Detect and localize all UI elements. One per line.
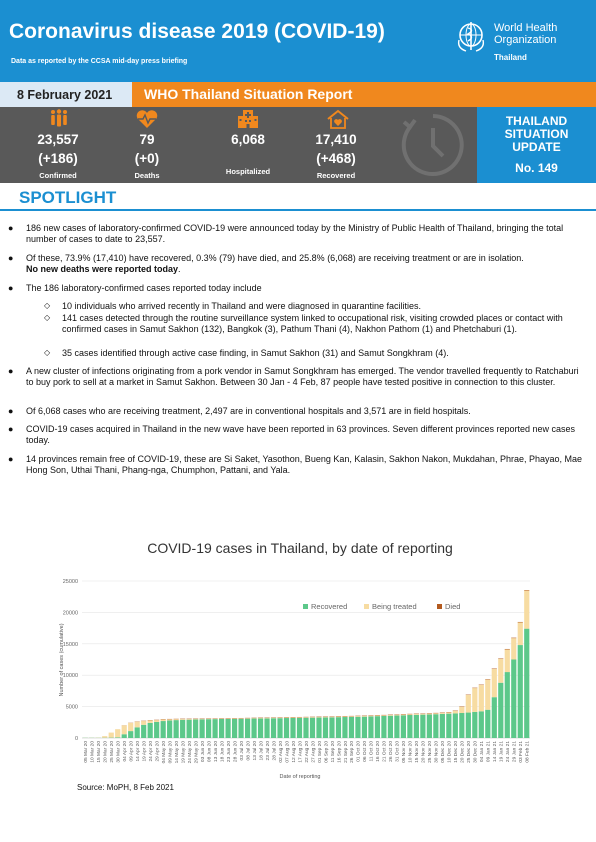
y-tick-label: 5000 — [65, 704, 78, 711]
bullet-3: The 186 laboratory-confirmed cases reported today include — [26, 283, 262, 293]
spotlight-divider — [0, 209, 596, 211]
bullet-marker: ● — [8, 406, 14, 416]
bar-being-treated — [109, 733, 114, 738]
bar-being-treated — [401, 715, 406, 716]
bar-recovered — [264, 718, 269, 738]
x-tick-label: 04 Jan 21 — [480, 741, 486, 763]
bar-being-treated — [102, 736, 107, 738]
x-tick-label: 08 Jun 20 — [207, 741, 213, 763]
bar-recovered — [277, 718, 282, 738]
bar-being-treated — [174, 719, 179, 720]
report-title: WHO Thailand Situation Report — [144, 86, 353, 102]
bullet-5: Of 6,068 cases who are receiving treatment, 2,497 are in conventional hospitals and 3,571 are in field hospitals. — [26, 406, 471, 416]
bar-being-treated — [122, 725, 127, 734]
bar-recovered — [271, 718, 276, 738]
bar-being-treated — [355, 716, 360, 717]
x-tick-label: 25 Nov 20 — [428, 741, 434, 763]
bar-recovered — [232, 719, 237, 738]
bar-recovered — [342, 717, 347, 738]
x-tick-label: 25 Mar 20 — [110, 741, 116, 763]
deaths-change: (+0) — [134, 151, 160, 166]
x-tick-label: 07 Aug 20 — [285, 741, 291, 763]
sub-bullet-2: 141 cases detected through the routine surveillance system linked to occupational risk, visiting crowded places or contact with confirmed cases in Samut Sakhon (132), Bangkok (3), Pathum Thani (4), Nakhon Pathom (1) and Phetchaburi (1). — [62, 313, 563, 334]
bar-recovered — [290, 718, 295, 738]
report-date: 8 February 2021 — [17, 88, 113, 102]
bar-being-treated — [148, 720, 153, 723]
x-tick-label: 31 Oct 20 — [395, 741, 401, 762]
bar-recovered — [355, 717, 360, 738]
bar-recovered — [251, 719, 256, 738]
x-tick-label: 28 Jul 20 — [272, 741, 278, 761]
bar-being-treated — [362, 716, 367, 717]
bar-being-treated — [297, 717, 302, 718]
x-tick-label: 10 Mar 20 — [90, 741, 96, 763]
bar-being-treated — [310, 717, 315, 718]
clock-icon — [398, 110, 468, 180]
bar-being-treated — [193, 719, 198, 720]
x-tick-label: 06 Oct 20 — [363, 741, 369, 762]
hospital-icon — [236, 109, 260, 129]
bar-being-treated — [368, 716, 373, 717]
update-line3: UPDATE — [512, 140, 561, 154]
bar-being-treated — [485, 680, 490, 710]
people-group-icon — [47, 109, 71, 129]
update-line1: THAILAND — [505, 114, 568, 128]
bar-recovered — [511, 660, 516, 739]
x-tick-label: 24 Jan 21 — [506, 741, 512, 763]
bar-being-treated — [524, 591, 529, 629]
x-tick-label: 26 Oct 20 — [389, 741, 395, 762]
bar-recovered — [115, 737, 120, 738]
bar-being-treated — [414, 714, 419, 715]
x-tick-label: 14 May 20 — [174, 741, 180, 764]
recovered-change: (+468) — [316, 151, 356, 166]
x-tick-label: 15 Dec 20 — [454, 741, 460, 763]
x-tick-label: 19 May 20 — [181, 741, 187, 764]
bar-being-treated — [459, 707, 464, 713]
bar-being-treated — [264, 718, 269, 719]
bar-being-treated — [381, 715, 386, 716]
x-tick-label: 09 May 20 — [168, 741, 174, 764]
bar-recovered — [459, 713, 464, 738]
page-title: Coronavirus disease 2019 (COVID-19) — [9, 20, 385, 43]
bar-being-treated — [303, 717, 308, 718]
legend-swatch — [303, 604, 308, 609]
legend-swatch — [437, 604, 442, 609]
spotlight-heading: SPOTLIGHT — [19, 188, 117, 207]
hospitalized-value: 6,068 — [231, 132, 265, 147]
bar-recovered — [148, 723, 153, 738]
bar-being-treated — [511, 638, 516, 659]
x-tick-label: 10 Nov 20 — [408, 741, 414, 763]
bar-recovered — [518, 645, 523, 738]
x-tick-label: 04 Apr 20 — [123, 741, 129, 762]
x-tick-label: 13 Jul 20 — [252, 741, 258, 761]
x-tick-label: 29 May 20 — [194, 741, 200, 764]
bar-recovered — [336, 717, 341, 738]
x-tick-label: 30 Nov 20 — [434, 741, 440, 763]
bar-recovered — [388, 716, 393, 738]
bar-being-treated — [135, 722, 140, 728]
x-tick-label: 19 Apr 20 — [142, 741, 148, 762]
bar-being-treated — [187, 719, 192, 720]
bar-recovered — [193, 719, 198, 738]
x-tick-label: 05 Nov 20 — [402, 741, 408, 763]
bar-recovered — [433, 714, 438, 738]
bar-recovered — [479, 711, 484, 738]
chart-title: COVID-19 cases in Thailand, by date of reporting — [147, 540, 453, 556]
bar-recovered — [446, 714, 451, 738]
x-tick-label: 09 Apr 20 — [129, 741, 135, 762]
sub-bullet-3: 35 cases identified through active case finding, in Samut Sakhon (31) and Samut Songkhram (4). — [62, 348, 449, 358]
deaths-value: 79 — [139, 132, 155, 147]
bar-recovered — [329, 717, 334, 738]
x-tick-label: 20 Mar 20 — [103, 741, 109, 763]
bar-recovered — [180, 720, 185, 738]
bar-being-treated — [329, 717, 334, 718]
x-tick-label: 14 Apr 20 — [135, 741, 141, 762]
x-tick-label: 18 Jul 20 — [259, 741, 265, 761]
x-tick-label: 11 Oct 20 — [369, 741, 375, 762]
bar-being-treated — [115, 729, 120, 737]
bar-recovered — [427, 714, 432, 738]
bar-being-treated — [420, 714, 425, 715]
x-tick-label: 17 Aug 20 — [298, 741, 304, 763]
bullet-marker: ● — [8, 283, 14, 293]
x-tick-label: 19 Jan 21 — [499, 741, 505, 763]
bar-being-treated — [388, 715, 393, 716]
bar-recovered — [219, 719, 224, 738]
y-axis-label: Number of cases (cumulative) — [59, 623, 65, 697]
x-tick-label: 06 Sep 20 — [324, 741, 330, 763]
bullet-marker: ● — [8, 253, 14, 263]
bar-recovered — [524, 629, 529, 738]
x-tick-label: 26 Sep 20 — [350, 741, 356, 763]
bar-recovered — [161, 721, 166, 738]
recovered-label: Recovered — [316, 171, 356, 180]
bullet-1: 186 new cases of laboratory-confirmed COVID-19 were announced today by the Ministry of Public Health of Thailand, bringing the total number of cases to date to 23,557. — [26, 223, 564, 244]
bar-being-treated — [180, 719, 185, 720]
bar-being-treated — [141, 721, 146, 725]
x-tick-label: 18 Jun 20 — [220, 741, 226, 763]
bar-being-treated — [407, 714, 412, 715]
x-tick-label: 03 Feb 21 — [519, 741, 525, 763]
bar-recovered — [492, 697, 497, 738]
legend-swatch — [364, 604, 369, 609]
heart-pulse-icon — [135, 109, 159, 129]
confirmed-label: Confirmed — [39, 171, 77, 180]
bar-being-treated — [323, 717, 328, 718]
bar-being-treated — [472, 688, 477, 712]
x-tick-label: 21 Sep 20 — [343, 741, 349, 763]
bar-recovered — [213, 719, 218, 738]
bar-being-treated — [427, 714, 432, 715]
sub-bullet-1: 10 individuals who arrived recently in Thailand and were diagnosed in quarantine facilities. — [62, 301, 422, 311]
bar-being-treated — [518, 622, 523, 645]
x-tick-label: 16 Sep 20 — [337, 741, 343, 763]
bullet-7: 14 provinces remain free of COVID-19, these are Si Saket, Yasothon, Bueng Kan, Kalasin, Sakhon Nakon, Mukdahan, Phrae, Phayao, Mae Hong Son, Uthai Thani, Phang-nga, Chumphon, Pattani, and Yala. — [26, 454, 582, 475]
bar-being-treated — [498, 659, 503, 683]
bar-recovered — [485, 710, 490, 738]
bar-recovered — [128, 731, 133, 738]
sub-bullet-marker: ◇ — [44, 313, 51, 322]
bar-being-treated — [446, 712, 451, 713]
bar-being-treated — [349, 716, 354, 717]
x-tick-label: 25 Dec 20 — [467, 741, 473, 763]
who-emblem-icon — [454, 20, 488, 54]
confirmed-change: (+186) — [38, 151, 78, 166]
bar-recovered — [375, 716, 380, 738]
bar-recovered — [154, 722, 159, 738]
x-tick-label: 15 Mar 20 — [97, 741, 103, 763]
hospitalized-label: Hospitalized — [225, 167, 271, 176]
bar-recovered — [362, 717, 367, 738]
x-tick-label: 12 Aug 20 — [291, 741, 297, 763]
organization-country: Thailand — [494, 53, 527, 62]
bar-recovered — [368, 716, 373, 738]
bar-being-treated — [394, 715, 399, 716]
bar-being-treated — [336, 717, 341, 718]
x-tick-label: 28 Jun 20 — [233, 741, 239, 763]
bar-recovered — [167, 720, 172, 738]
x-tick-label: 01 Oct 20 — [356, 741, 362, 762]
confirmed-value: 23,557 — [37, 132, 79, 147]
bar-recovered — [284, 718, 289, 738]
x-tick-label: 30 Dec 20 — [473, 741, 479, 763]
bar-being-treated — [154, 720, 159, 722]
sub-bullet-marker: ◇ — [44, 348, 51, 357]
bar-recovered — [297, 718, 302, 738]
recovered-value: 17,410 — [315, 132, 357, 147]
bar-recovered — [453, 713, 458, 738]
x-tick-label: 03 Jun 20 — [200, 741, 206, 763]
bar-recovered — [414, 715, 419, 738]
page-subtitle: Data as reported by the CCSA mid-day press briefing — [11, 58, 188, 65]
x-tick-label: 05 Mar 20 — [84, 741, 90, 763]
bar-recovered — [310, 718, 315, 738]
y-tick-label: 20000 — [62, 610, 78, 617]
x-tick-label: 11 Sep 20 — [330, 741, 336, 763]
x-tick-label: 29 Apr 20 — [155, 741, 161, 762]
x-tick-label: 20 Nov 20 — [421, 741, 427, 763]
bar-being-treated — [277, 718, 282, 719]
deaths-label: Deaths — [134, 171, 160, 180]
bar-recovered — [238, 719, 243, 738]
bullet-2: Of these, 73.9% (17,410) have recovered, 0.3% (79) have died, and 25.8% (6,068) are receiving treatment or are in isolation. No new deaths were reported today. — [26, 253, 524, 274]
bar-recovered — [245, 719, 250, 738]
bar-recovered — [505, 672, 510, 738]
x-tick-label: 01 Sep 20 — [317, 741, 323, 763]
bullet-4: A new cluster of infections originating from a pork vendor in Samut Songkhram has emerged. The vendor travelled frequently to Ratchaburi to buy pork to sell at a market in Samut Sakhon. Between 30 Jan - 4 Feb, 87 people have tested positive in connection to this cluster. — [26, 366, 579, 387]
bar-recovered — [381, 716, 386, 738]
x-tick-label: 23 Jul 20 — [265, 741, 271, 761]
bar-recovered — [174, 720, 179, 738]
x-tick-label: 08 Feb 21 — [525, 741, 531, 763]
bar-being-treated — [258, 718, 263, 719]
y-tick-label: 15000 — [62, 641, 78, 648]
x-tick-label: 21 Oct 20 — [382, 741, 388, 762]
bar-recovered — [407, 715, 412, 738]
y-tick-label: 25000 — [62, 579, 78, 585]
bullet-marker: ● — [8, 366, 14, 376]
x-tick-label: 05 Dec 20 — [441, 741, 447, 763]
bar-recovered — [440, 714, 445, 738]
bar-recovered — [323, 717, 328, 738]
bar-recovered — [420, 715, 425, 738]
sub-bullet-marker: ◇ — [44, 301, 51, 310]
x-tick-label: 04 May 20 — [161, 741, 167, 764]
x-tick-label: 10 Dec 20 — [447, 741, 453, 763]
bar-being-treated — [440, 713, 445, 714]
legend-label: Died — [445, 602, 461, 611]
x-tick-label: 24 Apr 20 — [148, 741, 154, 762]
bar-recovered — [472, 712, 477, 738]
bar-recovered — [225, 719, 230, 738]
y-tick-label: 10000 — [62, 673, 78, 680]
x-tick-label: 30 Mar 20 — [116, 741, 122, 763]
bar-being-treated — [492, 669, 497, 697]
bar-recovered — [401, 715, 406, 738]
bar-recovered — [316, 718, 321, 738]
x-tick-label: 15 Nov 20 — [415, 741, 421, 763]
organization-name: World Health Organization — [494, 22, 558, 46]
bar-recovered — [466, 713, 471, 738]
x-tick-label: 08 Jul 20 — [246, 741, 252, 761]
update-line2: SITUATION — [504, 127, 569, 141]
bar-recovered — [394, 716, 399, 738]
bullet-6: COVID-19 cases acquired in Thailand in the new wave have been reported in 63 provinces. Seven different provinces reported new cases today. — [26, 424, 575, 445]
bar-recovered — [303, 718, 308, 738]
x-tick-label: 13 Jun 20 — [213, 741, 219, 763]
x-tick-label: 24 May 20 — [187, 741, 193, 764]
bar-recovered — [141, 725, 146, 738]
bar-being-treated — [284, 718, 289, 719]
bar-recovered — [200, 719, 205, 738]
bar-recovered — [349, 717, 354, 738]
bullet-marker: ● — [8, 424, 14, 434]
bullet-marker: ● — [8, 454, 14, 464]
bar-recovered — [206, 719, 211, 738]
bar-being-treated — [453, 711, 458, 714]
bar-being-treated — [167, 719, 172, 720]
bullet-2-bold: No new deaths were reported today — [26, 263, 179, 274]
cases-chart — [0, 520, 596, 820]
bar-being-treated — [479, 685, 484, 711]
bar-being-treated — [342, 716, 347, 717]
x-ticks — [83, 741, 531, 764]
bar-recovered — [498, 683, 503, 738]
chart-legend — [303, 602, 460, 611]
bar-recovered — [122, 734, 127, 738]
x-axis-label: Date of reporting — [279, 774, 321, 780]
x-tick-label: 22 Aug 20 — [304, 741, 310, 763]
x-tick-label: 09 Jan 21 — [486, 741, 492, 763]
bar-being-treated — [466, 695, 471, 713]
home-heart-icon — [326, 109, 350, 129]
bar-being-treated — [290, 717, 295, 718]
bar-being-treated — [433, 713, 438, 714]
bar-being-treated — [316, 717, 321, 718]
bar-recovered — [187, 720, 192, 738]
bar-being-treated — [271, 718, 276, 719]
source-note: Source: MoPH, 8 Feb 2021 — [77, 783, 174, 792]
x-tick-label: 02 Aug 20 — [278, 741, 284, 763]
x-tick-label: 14 Jan 21 — [493, 741, 499, 763]
y-tick-label: 0 — [74, 736, 78, 742]
x-tick-label: 16 Oct 20 — [376, 741, 382, 762]
x-tick-label: 23 Jun 20 — [226, 741, 232, 763]
legend-label: Being treated — [372, 602, 417, 611]
bar-recovered — [258, 718, 263, 738]
x-tick-label: 27 Aug 20 — [311, 741, 317, 763]
bar-being-treated — [375, 715, 380, 716]
bar-recovered — [135, 727, 140, 738]
x-tick-label: 20 Dec 20 — [460, 741, 466, 763]
bar-being-treated — [505, 649, 510, 672]
update-number: No. 149 — [515, 161, 558, 175]
bar-being-treated — [161, 719, 166, 721]
bullet-marker: ● — [8, 223, 14, 233]
bar-being-treated — [128, 723, 133, 731]
legend-label: Recovered — [311, 602, 348, 611]
x-tick-label: 03 Jul 20 — [239, 741, 245, 761]
x-tick-label: 29 Jan 21 — [512, 741, 518, 763]
